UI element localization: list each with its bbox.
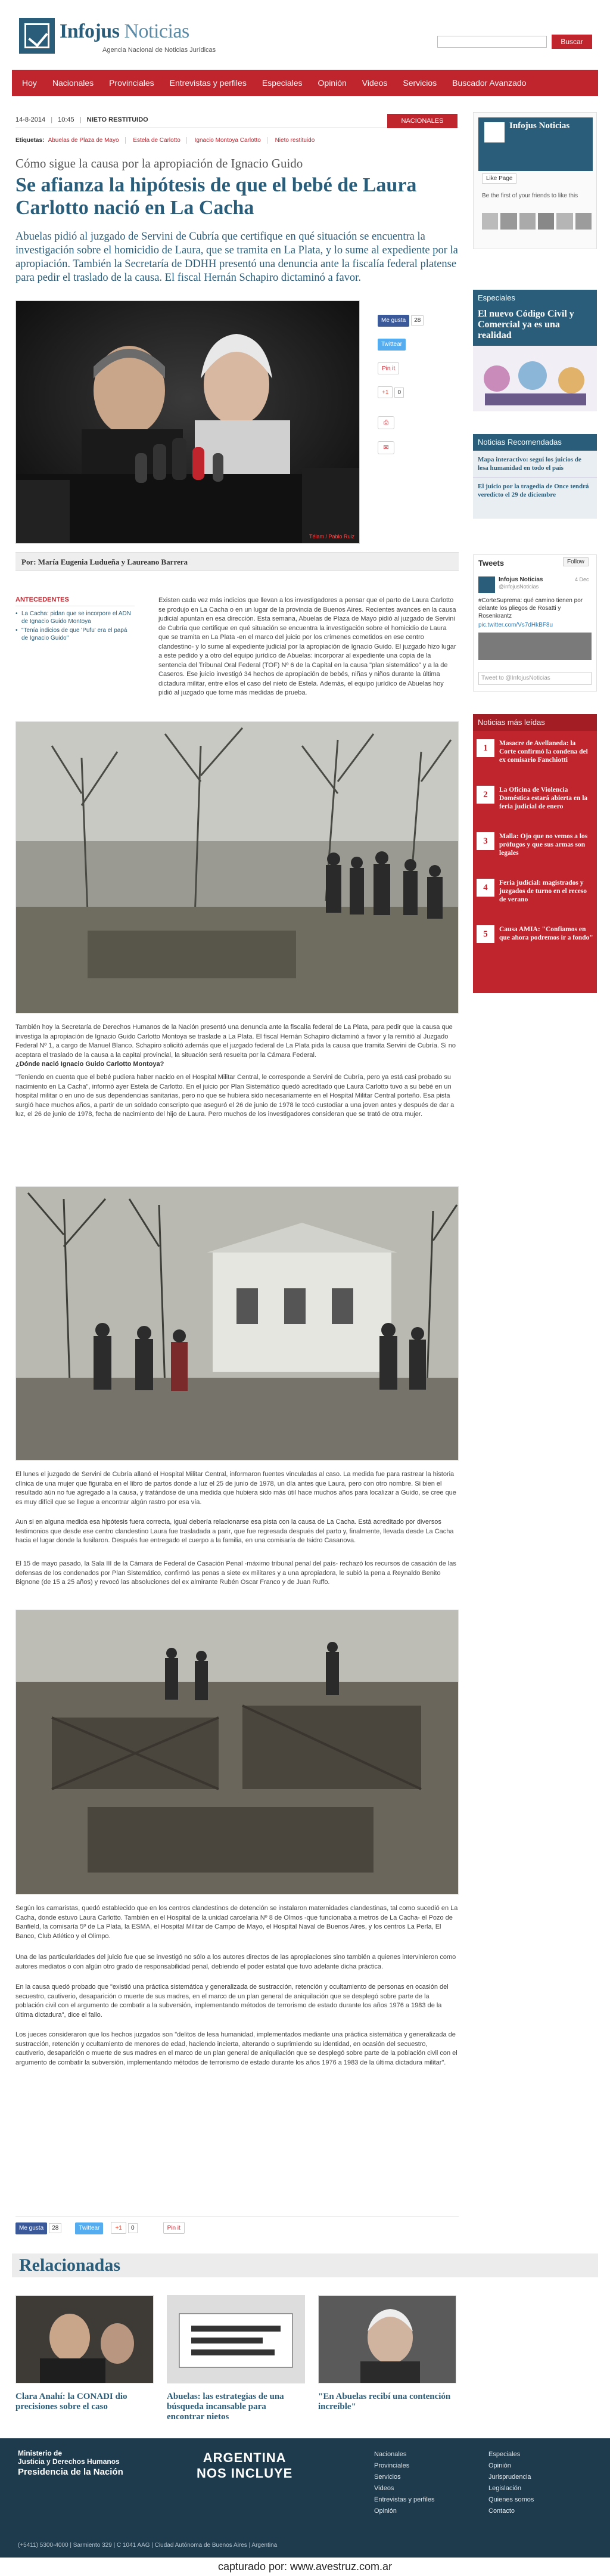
twitter-button-bottom[interactable]: Twittear xyxy=(75,2222,103,2234)
google-plus-count-bottom: 0 xyxy=(128,2223,138,2233)
nav-servicios[interactable]: Servicios xyxy=(403,78,437,88)
footer-address: (+5411) 5300-4000 | Sarmiento 329 | C 1041 AAG | Ciudad Autónoma de Buenos Aires | Argentina xyxy=(18,2542,278,2549)
avatar xyxy=(482,213,498,230)
footer-ministry[interactable] xyxy=(18,2449,123,2476)
related-caption[interactable]: Clara Anahí: la CONADI dio precisiones sobre el caso xyxy=(15,2392,127,2411)
google-plus-button[interactable]: +1 xyxy=(378,386,393,398)
tweet-handle: @infojusNoticias xyxy=(499,584,539,590)
brand-second: Noticias xyxy=(124,20,189,42)
body-paragraph-2: También hoy la Secretaría de Derechos Humanos de la Nación presentó una denuncia ante la fiscalía federal de La Plata, para pedir que la causa que investiga la apropiación de Ignacio Guido Carlotto Montoya se traslade a La Plata. El fiscal Hernán Schapiro dictaminó a favor y la remitió al Juzgado Federal Nº 1, a cargo de Manuel Blanco. Schapiro solicitó además que el juzgado federal de La Plata pida la causa que tramita Servini de Cubría. Si no aceptara el traslado de la causa a la capital provincial, la situación será resuelta por la Cámara Federal. xyxy=(15,1024,456,1059)
search-input[interactable] xyxy=(437,36,547,48)
google-plus-count: 0 xyxy=(394,388,404,398)
article-photo-press-conference xyxy=(15,300,360,544)
avatar xyxy=(538,213,554,230)
especiales-title: Especiales xyxy=(473,290,597,306)
footer-link[interactable]: Nacionales xyxy=(374,2451,407,2458)
nav-provinciales[interactable]: Provinciales xyxy=(109,78,154,88)
footer-argentina-line1: ARGENTINA xyxy=(203,2450,287,2465)
especiales-image[interactable] xyxy=(473,346,597,411)
logo-check-icon xyxy=(24,23,49,48)
main-nav xyxy=(12,70,598,96)
footer-link[interactable]: Servicios xyxy=(374,2473,401,2481)
facebook-page-avatar xyxy=(483,121,506,144)
article-photo-field-visit xyxy=(15,721,459,1013)
body-paragraph-6: El 15 de mayo pasado, la Sala III de la Cámara de Federal de Casación Penal -máximo tribunal penal del país- rechazó los recursos de casación de las defensas de los condenados por Plan Sistemático, confirmó las penas a siete ex militares y a una apropiadora, le subió la pena a Reynaldo Benito Bignone (de 15 a 25 años) y revocó las absoluciones del ex almirante Rubén Oscar Franco y de Juan Ruffo. xyxy=(15,1560,456,1586)
article-date: 14-8-2014 xyxy=(15,116,46,123)
article-photo-excavation xyxy=(15,1610,459,1895)
article-byline: Por: María Eugenia Ludueña y Laureano Barrera xyxy=(15,552,459,571)
related-item[interactable] xyxy=(167,2295,305,2422)
tag-item[interactable]: Ignacio Montoya Carlotto xyxy=(195,137,267,144)
article-time: 10:45 xyxy=(58,116,74,123)
related-caption[interactable]: Abuelas: las estrategias de una búsqueda incansable para encontrar nietos xyxy=(167,2392,284,2422)
recomendadas-title: Noticias Recomendadas xyxy=(473,434,597,451)
body-subhead: ¿Dónde nació Ignacio Guido Carlotto Montoya? xyxy=(15,1061,164,1068)
footer-link[interactable]: Opinión xyxy=(374,2507,397,2515)
tweet-media[interactable] xyxy=(478,633,592,660)
recomendadas-widget xyxy=(473,434,597,519)
recomendada-item[interactable]: Mapa interactivo: seguí los juicios de lesa humanidad en todo el país xyxy=(473,451,597,478)
related-caption[interactable]: "En Abuelas recibí una contención increíble" xyxy=(318,2392,451,2411)
related-image-1 xyxy=(16,2296,154,2383)
antecedente-link[interactable]: • La Cacha: pidan que se incorpore el ADN de Ignacio Guido Montoya xyxy=(15,610,135,625)
footer-links-col1 xyxy=(374,2449,434,2517)
body-paragraph-4: El lunes el juzgado de Servini de Cubría allanó el Hospital Militar Central, informaron fuentes vinculadas al caso. La medida fue para rastrear la historia clínica de una mujer que figuraba en el libro de partos donde a luz el 25 de junio de 1978, un día antes que Laura, pero con otro nombre. Si bien el resultado aún no fue agregado a la causa, y tratándose de una medida que hubiera sido más útil hace muchos años para localizar a Guido, se cree que es muy difícil que se llegue a encontrar algún rastro por esa vía. xyxy=(15,1471,456,1506)
body-paragraph-10: Los jueces consideraron que los hechos juzgados son "delitos de lesa humanidad, implementados mediante una práctica sistemática y generalizada de sustracción, retención y ocultamiento de menores de edad, haciendo incierta, alterando o suprimiendo su identidad, en ocasión del secuestro, cautiverio, desaparición o muerte de sus madres en el marco de un plan general de aniquilación que se desplegó sobre parte de la población civil con el argumento de combatir la subversión, implementando métodos de terrorismo de estado durante los años 1976 a 1983 de la última dictadura militar". xyxy=(15,2031,458,2066)
field-visit-illustration xyxy=(16,722,459,1013)
leidas-item[interactable] xyxy=(477,832,593,874)
leidas-item[interactable] xyxy=(477,925,593,967)
body-paragraph-1: Existen cada vez más indicios que llevan a los investigadores a pensar que el parto de Laura Carlotto se produjo en La Cacha o en un lugar de la provincia de Buenos Aires. Recientes avances en la causa judicial apuntan en esa dirección. Esta semana, Abuelas de Plaza de Mayo pidió al juzgado de Servini de Cubría que certifique en qué situación se encuentra la investigación sobre el homicidio de Laura que se tramita en La Plata -en el marco del juicio por los crímenes cometidos en ese centro clandestino- y lo sume al expediente judicial por la apropiación de Ignacio Guido. El juzgado hizo lugar a este pedido y a otro del equipo jurídico de Abuelas: incorporar al expediente una copia de la sentencia del Tribunal Oral Federal (TOF) Nº 6 de la Capital en la causa "plan sistemático" y a la de Caseros. Ese juicio investigó 34 hechos de apropiación de bebés, niñas y niños durante la última dictadura militar, entre ellos el caso del nieto de Estela. Además, el equipo jurídico de Abuelas hoy pidió al juzgado que tome más medidas de prueba. xyxy=(158,597,456,696)
leidas-item[interactable] xyxy=(477,739,593,781)
tweet-avatar xyxy=(478,576,495,593)
google-plus-button-bottom[interactable]: +1 xyxy=(111,2222,126,2234)
nav-videos[interactable]: Videos xyxy=(362,78,388,88)
article-kind: NIETO RESTITUIDO xyxy=(86,116,148,123)
body-paragraph-7: Según los camaristas, quedó establecido que en los centros clandestinos de detención se instalaron maternidades clandestinas, tal como sucedió en La Cacha, donde estuvo Laura Carlotto. También en el Hospital de la unidad carcelaria Nº 8 de Olmos -que funcionaba a metros de La Cacha- el Pozo de Banfield, la comisaría 5º de La Plata, la ESMA, el Hospital Militar de Campo de Mayo, el Hospital Naval de Buenos Aires, y los centros La Perla, El Banco, Club Atlético y el Olimpo. xyxy=(15,1905,458,1940)
brand-tagline: Agencia Nacional de Noticias Jurídicas xyxy=(102,47,216,54)
leidas-title: Noticias más leídas xyxy=(473,714,597,731)
leidas-rank: 3 xyxy=(477,832,494,850)
leidas-rank: 5 xyxy=(477,925,494,943)
footer-argentina-line2: NOS INCLUYE xyxy=(197,2466,293,2481)
pinterest-button-bottom[interactable]: Pin it xyxy=(163,2222,185,2234)
footer-ministry-line1: Ministerio de xyxy=(18,2449,63,2457)
footer-argentina xyxy=(197,2450,292,2481)
tweet-author[interactable]: Infojus Noticias xyxy=(499,576,543,583)
photo-credit: Télam / Pablo Ruiz xyxy=(309,534,354,540)
leidas-item[interactable] xyxy=(477,786,593,827)
facebook-like-page-button[interactable]: Like Page xyxy=(482,173,516,184)
nav-entrevistas[interactable]: Entrevistas y perfiles xyxy=(169,78,247,88)
tag-item[interactable]: Nieto restituido xyxy=(275,137,315,144)
related-image xyxy=(15,2295,154,2383)
tweets-title: Tweets xyxy=(478,559,505,568)
print-icon[interactable]: ⎙ xyxy=(378,416,394,429)
antecedentes-title: ANTECEDENTES xyxy=(15,596,135,606)
tags-label: Etiquetas: xyxy=(15,137,45,144)
leidas-rank: 1 xyxy=(477,739,494,757)
avatar xyxy=(519,213,536,230)
bottom-share-row xyxy=(15,2217,459,2234)
facebook-like-count: 28 xyxy=(411,315,424,326)
search-button[interactable]: Buscar xyxy=(552,35,592,49)
footer-link[interactable]: Videos xyxy=(374,2485,394,2492)
footer-link[interactable]: Jurisprudencia xyxy=(488,2473,531,2481)
tweet-link[interactable]: pic.twitter.com/Vs7dHkBF8u xyxy=(478,622,553,628)
brand-title[interactable] xyxy=(60,20,189,43)
footer-link[interactable]: Contacto xyxy=(488,2507,515,2515)
leidas-rank: 2 xyxy=(477,786,494,804)
capture-credit: capturado por: www.avestruz.com.ar xyxy=(0,2558,610,2576)
pinterest-button[interactable]: Pin it xyxy=(378,362,399,374)
avatar xyxy=(556,213,572,230)
tag-item[interactable]: Abuelas de Plaza de Mayo xyxy=(48,137,126,144)
related-image-3 xyxy=(319,2296,456,2383)
article-lead: Abuelas pidió al juzgado de Servini de Cubría que certifique en qué situación se encuentra la investigación sobre el homicidio de Laura, que se tramita en La Plata, y lo sume al expediente por la apropiación. También la Secretaría de DDHH presentó una denuncia ante la fiscalía federal platense para pedir el traslado de la causa. El fiscal Hernán Schapiro dictaminó a favor. xyxy=(15,231,458,284)
facebook-widget xyxy=(473,112,597,249)
especiales-illustration xyxy=(473,346,597,411)
leidas-headline[interactable]: Causa AMIA: "Confiamos en que ahora podremos ir a fondo" xyxy=(499,926,593,941)
antecedentes-box xyxy=(15,596,135,643)
footer-links-col2 xyxy=(488,2449,534,2517)
recomendada-item[interactable]: El juicio por la tragedia de Once tendrá veredicto el 29 de diciembre xyxy=(478,483,589,498)
section-badge[interactable]: NACIONALES xyxy=(387,114,458,128)
leidas-headline[interactable]: Feria judicial: magistrados y juzgados de turno en el receso de verano xyxy=(499,879,587,903)
twitter-share-button[interactable]: Twittear xyxy=(378,339,406,351)
site-logo[interactable] xyxy=(19,18,55,54)
facebook-friends-row xyxy=(482,213,592,230)
related-title: Relacionadas xyxy=(12,2253,598,2277)
facebook-friends-text: Be the first of your friends to like this xyxy=(482,193,578,199)
article-kicker: Cómo sigue la causa por la apropiación de Ignacio Guido xyxy=(15,156,303,171)
especiales-widget xyxy=(473,290,597,428)
site-header xyxy=(0,0,610,66)
leidas-headline[interactable]: La Oficina de Violencia Doméstica estará abierta en la feria judicial de enero xyxy=(499,786,588,810)
leidas-headline[interactable]: Malla: Ojo que no vemos a los prófugos y que sus armas son legales xyxy=(499,833,588,857)
site-footer xyxy=(0,2438,610,2558)
email-icon[interactable]: ✉ xyxy=(378,441,394,454)
related-item[interactable] xyxy=(318,2295,456,2412)
avatar xyxy=(500,213,516,230)
footer-ministry-line2: Justicia y Derechos Humanos xyxy=(18,2457,120,2466)
body-paragraph-9: En la causa quedó probado que "existió una práctica sistemática y generalizada de sustracción, retención y ocultamiento de personas en ocasión del secuestro, cautiverio, desaparición o muerte de sus madres, en el marco de un plan general de aniquilación que se desplegó sobre parte de la población civil con el argumento de combatir a la subversión, implementando métodos de terrorismo de estado durante los años 1976 a 1983 de la última dictadura", dice el fallo. xyxy=(15,1983,449,2019)
leidas-headline[interactable]: Masacre de Avellaneda: la Corte confirmó la condena del ex comisario Fanchiotti xyxy=(499,740,588,764)
footer-link[interactable]: Especiales xyxy=(488,2451,521,2458)
building-illustration xyxy=(16,1187,459,1461)
press-conference-illustration xyxy=(16,301,360,544)
brand-main: Infojus xyxy=(60,20,120,42)
article-title: Se afianza la hipótesis de que el bebé de Laura Carlotto nació en La Cacha xyxy=(15,174,417,219)
nav-nacionales[interactable]: Nacionales xyxy=(52,78,94,88)
facebook-count-bottom: 28 xyxy=(49,2223,61,2233)
tweet-time: 4 Dec xyxy=(575,576,589,582)
tweet-to-input[interactable]: Tweet to @InfojusNoticias xyxy=(478,672,592,685)
body-paragraph-8: Una de las particularidades del juicio fue que se investigó no sólo a los autores directos de las apropiaciones sino también a quienes intervinieron como autores mediatos o con algún otro grado de responsabilidad penal, debiendo el poder estatal que tuvo adelante dicha práctica. xyxy=(15,1954,456,1970)
twitter-widget xyxy=(473,554,597,692)
footer-link[interactable]: Legislación xyxy=(488,2485,522,2492)
nav-especiales[interactable]: Especiales xyxy=(262,78,303,88)
leidas-rank: 4 xyxy=(477,879,494,897)
tweet-text: #CorteSuprema: qué camino tienen por delante los pliegos de Rosatti y Rosenkrantz xyxy=(478,597,583,619)
avatar xyxy=(575,213,592,230)
meta-sep: | xyxy=(51,116,53,123)
facebook-page-name[interactable]: Infojus Noticias xyxy=(509,121,570,131)
nav-hoy[interactable]: Hoy xyxy=(22,78,37,88)
nav-opinion[interactable]: Opinión xyxy=(318,78,347,88)
footer-link[interactable]: Entrevistas y perfiles xyxy=(374,2496,435,2503)
footer-link[interactable]: Quienes somos xyxy=(488,2496,534,2503)
article-photo-building xyxy=(15,1186,459,1461)
meta-sep: | xyxy=(79,116,82,123)
body-paragraph-3: "Teniendo en cuenta que el bebé pudiera haber nacido en el Hospital Militar Central, le corresponde a Servini de Cubría, pero ya está casi probado su nacimiento en La Cacha", informó ayer Estela de Carlotto. En el juicio por Plan Sistemático quedó acreditado que Laura Carlotto tuvo a su bebé en un hospital militar o en uno de sus dependencias sanitarias, pero no que se hubiera sido necesariamente en el Hospital Militar Central porteño. Esa pista surgió hace muchos años, a partir de un soldado conscripto que aseguró el 26 de junio de 1978 le tocó custodiar a una joven antes y después de dar a luz, el 26 de junio de 1978, fecha de nacimiento del hijo de Laura. Pero muchos de los investigadores consideran que se trató de otra mujer. xyxy=(15,1074,455,1118)
share-column xyxy=(378,315,449,454)
twitter-follow-button[interactable]: Follow xyxy=(563,557,589,566)
footer-presidencia: Presidencia de la Nación xyxy=(18,2467,123,2477)
leidas-item[interactable] xyxy=(477,879,593,920)
body-paragraph-5: Aun si en alguna medida esa hipótesis fuera correcta, igual debería relacionarse esa pista con la causa de La Cacha. Está acreditado por diversos testimonios que desde ese centro clandestino Laura fue trasladada a parir, que fue regresada después del parto y, finalmente, llevada desde La Cacha hacia el lugar donde la fusilaron. Después fue entregado el cuerpo a la familia, en una comisaría de Isidro Casanova. xyxy=(15,1518,454,1544)
related-image-2 xyxy=(167,2296,305,2383)
footer-link[interactable]: Opinión xyxy=(488,2462,511,2469)
footer-link[interactable]: Provinciales xyxy=(374,2462,410,2469)
antecedente-link[interactable]: • "Tenía indicios de que 'Pufu' era el papá de Ignacio Guido" xyxy=(15,627,135,642)
related-image xyxy=(167,2295,305,2383)
related-item[interactable] xyxy=(15,2295,154,2412)
facebook-like-button[interactable]: Me gusta xyxy=(378,315,409,327)
nav-buscador-avanzado[interactable]: Buscador Avanzado xyxy=(452,78,527,88)
tag-item[interactable]: Estela de Carlotto xyxy=(133,137,187,144)
tags-row xyxy=(15,137,459,144)
related-image xyxy=(318,2295,456,2383)
excavation-illustration xyxy=(16,1610,459,1895)
facebook-like-button-bottom[interactable]: Me gusta xyxy=(15,2222,47,2234)
especiales-headline[interactable]: El nuevo Código Civil y Comercial ya es una realidad xyxy=(473,306,597,346)
